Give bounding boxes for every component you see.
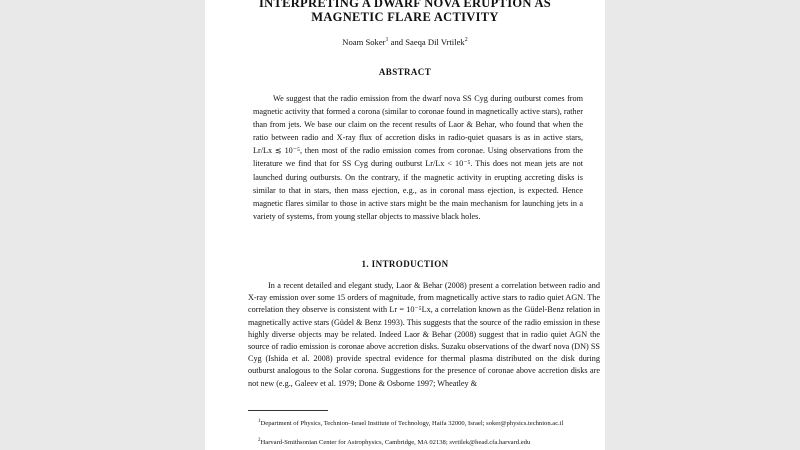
section-heading-introduction: 1. INTRODUCTION [361, 259, 449, 269]
abstract-heading: ABSTRACT [378, 67, 432, 77]
introduction-text: In a recent detailed and elegant study, Laor & Behar (2008) present a correlation between radio and X-ray emission over some 15 orders of magnitude, from magnetically active stars to radio quiet AGN. The correlation they observe is consistent with Lr = 10⁻⁵Lx, a correlation known as the Güdel-Benz relation in magnetically active stars (Güdel & Benz 1993). This suggests that the source of the radio emission in these highly diverse objects may be related. Indeed Laor & Behar (2008) suggest that in radio quiet AGN the source of radio emission is coronae above accretion disks. Suzaku observations of the dwarf nova (DN) SS Cyg (Ishida et al. 2008) provide spectral evidence for thermal plasma distributed on the disk during outburst analogous to the Solar corona. Suggestions for the presence of coronae above accretion disks are not new (e.g., Galeev et al. 1979; Done & Osborne 1997; Wheatley & [248, 281, 600, 388]
author-connector: and [388, 37, 406, 47]
author-name: Saeqa Dil Vrtilek [405, 37, 465, 47]
author-list [205, 37, 605, 47]
author-name: Noam Soker [342, 37, 386, 47]
footnote-mark: 1 [258, 419, 261, 424]
footnotes [248, 417, 600, 450]
footnote-text: Department of Physics, Technion–Israel Institute of Technology, Haifa 32000, Israel; soker@physics.technion.ac.il [260, 420, 564, 428]
paper-title [205, 0, 605, 24]
paper-page [205, 0, 605, 450]
title-line-2: MAGNETIC FLARE ACTIVITY [311, 10, 499, 24]
footnote-mark: 2 [258, 437, 261, 443]
footnote-1 [248, 417, 600, 429]
affiliation-mark: 1 [385, 37, 389, 44]
affiliation-mark: 2 [464, 37, 468, 44]
title-line-1: INTERPRETING A DWARF NOVA ERUPTION AS [258, 0, 552, 10]
footnote-2 [248, 436, 600, 448]
abstract-text: We suggest that the radio emission from the dwarf nova SS Cyg during outburst comes from magnetic activity that formed a corona (similar to coronae found in magnetically active stars), rather than from jets. We base our claim on the recent results of Laor & Behar, who found that when the ratio between radio and X-ray flux of accretion disks in radio-quiet quasars is as in active stars, Lr/Lx ≲ 10⁻⁵, then most of the radio emission comes from coronae. Using observations from the literature we find that for SS Cyg during outburst Lr/Lx < 10⁻⁵. This does not mean jets are not launched during outbursts. On the contrary, if the magnetic activity in erupting accreting disks is similar to that in stars, then mass ejection, e.g., as in coronal mass ejection, is expected. Hence magnetic flares similar to those in active stars might be the main mechanism for launching jets in a variety of systems, from young stellar objects to massive black holes. [253, 94, 583, 221]
footnote-divider [248, 410, 328, 411]
footnote-text: Harvard-Smithsonian Center for Astrophysics, Cambridge, MA 02138; svrtilek@head.cfa.harvard.edu [260, 439, 531, 447]
